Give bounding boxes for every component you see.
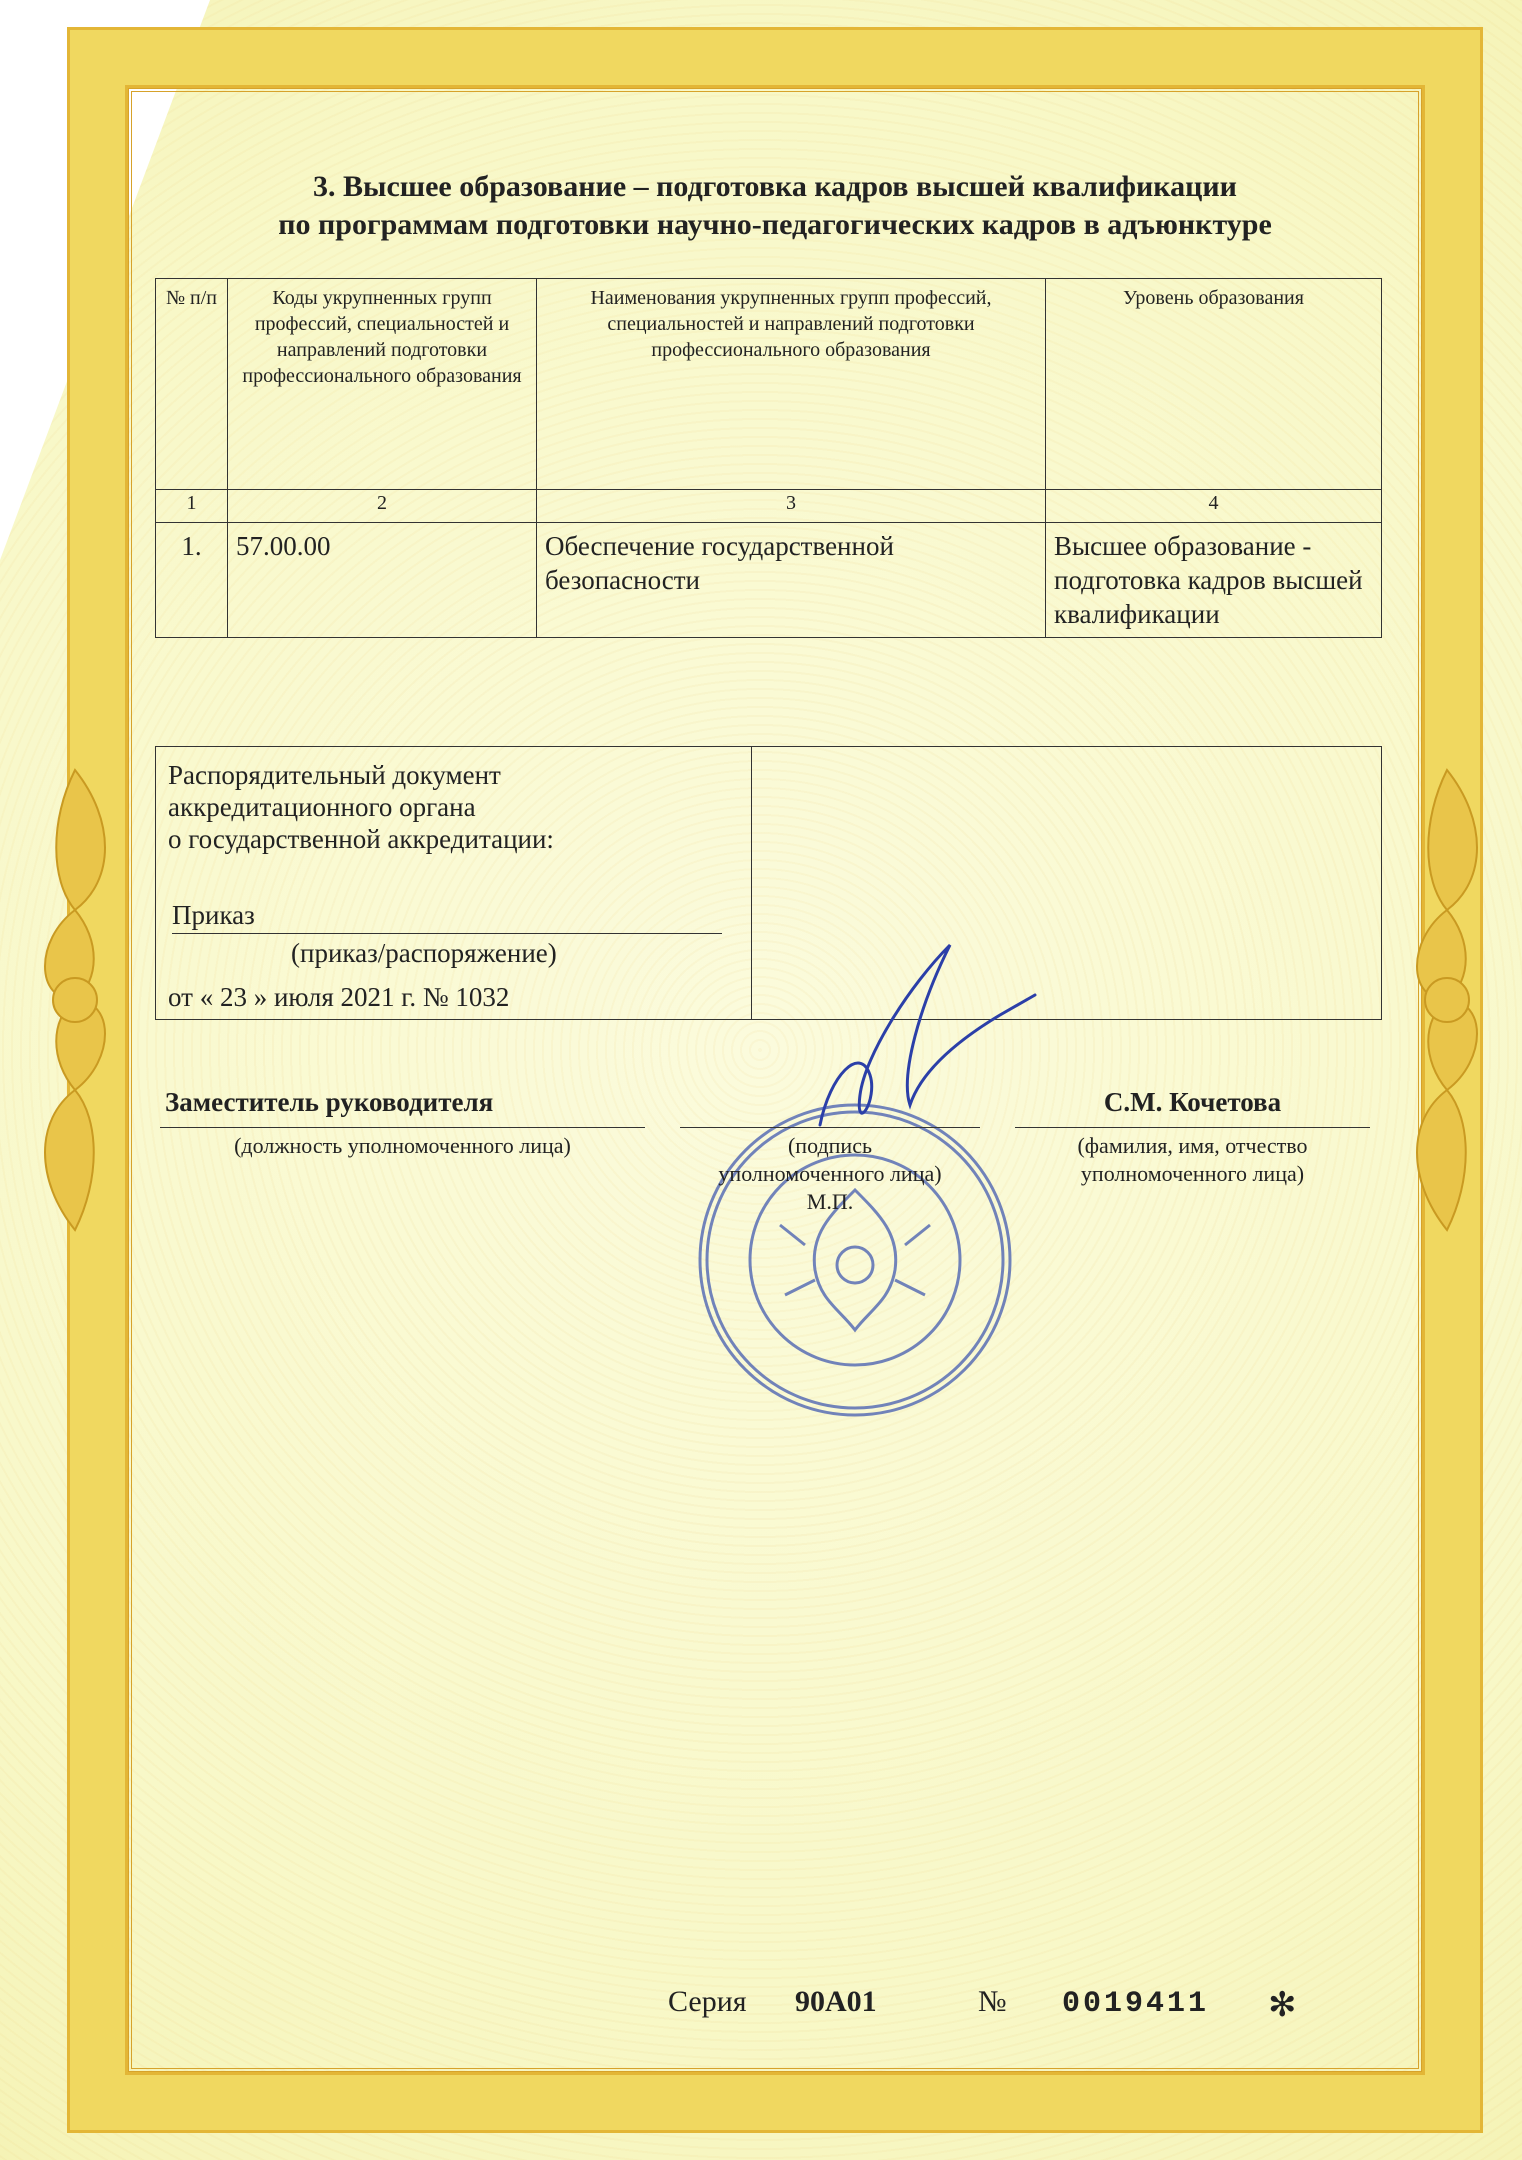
- table-row: [156, 523, 1382, 638]
- document-date-number: от « 23 » июля 2021 г. № 1032: [168, 982, 510, 1012]
- number-label: №: [978, 1985, 1007, 2018]
- row-index: 1.: [156, 523, 228, 638]
- section-title-line2: по программам подготовки научно-педагогических кадров в адъюнктуре: [278, 208, 1272, 241]
- name-caption-line: (фамилия, имя, отчество: [1077, 1133, 1308, 1158]
- accreditation-document-box: [155, 746, 1382, 1020]
- signatory-name: С.М. Кочетова: [1103, 1087, 1282, 1117]
- accreditation-label: [168, 759, 554, 855]
- row-name: Обеспечение государственной безопасности: [537, 523, 1046, 638]
- number-value: [1062, 1985, 1209, 2021]
- signature-underline: [680, 1127, 980, 1128]
- right-ornament-icon: [1392, 760, 1502, 1240]
- stamp-place-label: М.П.: [806, 1189, 854, 1214]
- document-type-caption: (приказ/распоряжение): [291, 938, 557, 968]
- left-ornament-icon: [20, 760, 130, 1240]
- column-number: 4: [1046, 490, 1382, 523]
- series-value: 90А01: [795, 1985, 877, 2018]
- header-level: Уровень образования: [1046, 279, 1382, 490]
- accreditation-label-line: о государственной аккредитации:: [168, 824, 554, 854]
- row-level: Высшее образование - подготовка кадров высшей квалификации: [1046, 523, 1382, 638]
- column-number: 3: [537, 490, 1046, 523]
- accreditation-details: [156, 747, 752, 1020]
- programs-table: [155, 278, 1382, 638]
- position-caption: (должность уполномоченного лица): [234, 1133, 571, 1158]
- signatory-position: Заместитель руководителя: [165, 1087, 494, 1117]
- signature-caption: [680, 1132, 980, 1216]
- series-label: Серия: [668, 1985, 747, 2018]
- accreditation-label-line: аккредитационного органа: [168, 792, 476, 822]
- accreditation-label-line: Распорядительный документ: [168, 760, 501, 790]
- blank-number: 0019411: [1062, 1987, 1210, 2021]
- header-codes: Коды укрупненных групп профессий, специальностей и направлений подготовки профессионального образования: [228, 279, 537, 490]
- section-title-line1: 3. Высшее образование – подготовка кадров высшей квалификации: [313, 170, 1237, 203]
- name-caption-line: уполномоченного лица): [1080, 1161, 1305, 1186]
- position-underline: [160, 1127, 645, 1128]
- series-mark: ✻: [1268, 1987, 1297, 2024]
- table-header-row: [156, 279, 1382, 490]
- document-type: Приказ: [172, 899, 722, 934]
- name-caption: [1015, 1132, 1370, 1188]
- column-number: 1: [156, 490, 228, 523]
- name-underline: [1015, 1127, 1370, 1128]
- signature-caption-line: (подпись: [787, 1133, 872, 1158]
- row-code: 57.00.00: [228, 523, 537, 638]
- column-number-row: [156, 490, 1382, 523]
- handwritten-signature-icon: [800, 925, 1040, 1165]
- column-number: 2: [228, 490, 537, 523]
- header-index: № п/п: [156, 279, 228, 490]
- signature-caption-line: уполномоченного лица): [718, 1161, 942, 1186]
- header-names: Наименования укрупненных групп профессий, специальностей и направлений подготовки профессионального образования: [537, 279, 1046, 490]
